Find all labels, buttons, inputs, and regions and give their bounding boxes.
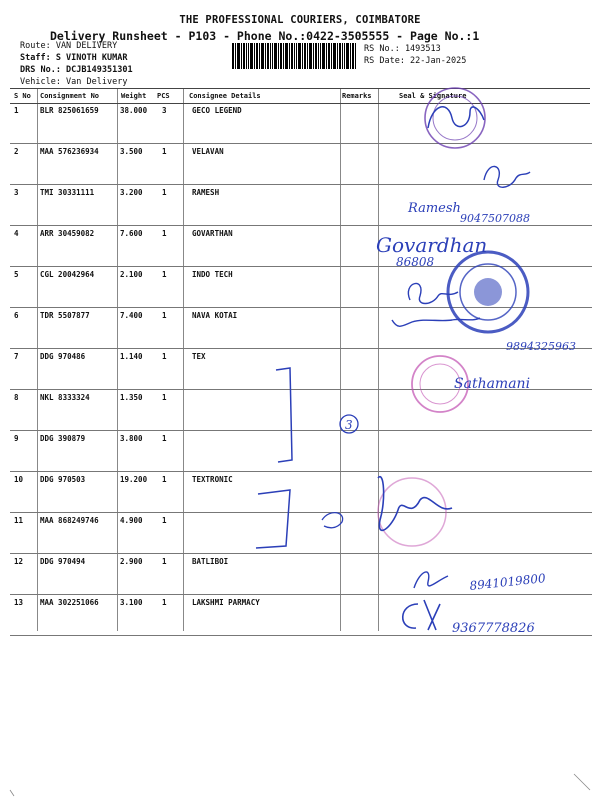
cell-consignee: LAKSHMI PARMACY [192, 598, 260, 607]
cell-sno: 6 [14, 311, 19, 320]
pink-stamp-2 [378, 478, 446, 546]
cell-sno: 10 [14, 475, 24, 484]
signature-row10 [378, 477, 452, 531]
handwritten-name-ramesh: Ramesh [408, 201, 461, 216]
cell-pcs: 3 [162, 106, 167, 115]
cell-sno: 8 [14, 393, 19, 402]
cell-consignment: CGL 20042964 [40, 270, 95, 279]
cell-weight: 7.400 [120, 311, 143, 320]
handwritten-phone-4: 8941019800 [468, 571, 547, 593]
cell-consignee: INDO TECH [192, 270, 233, 279]
cell-pcs: 1 [162, 598, 167, 607]
cell-consignee: GOVARTHAN [192, 229, 233, 238]
cell-weight: 3.100 [120, 598, 143, 607]
cell-sno: 12 [14, 557, 24, 566]
route: Route: VAN DELIVERY [20, 41, 118, 51]
vehicle: Vehicle: Van Delivery [20, 77, 128, 87]
company-name: THE PROFESSIONAL COURIERS, COIMBATORE [179, 14, 421, 26]
cell-sno: 1 [14, 106, 19, 115]
handwritten-phone-2: 86808 [396, 255, 435, 269]
col-seal: Seal & Signature [399, 92, 467, 100]
cell-consignee: TEXTRONIC [192, 475, 233, 484]
cell-consignment: BLR 825061659 [40, 106, 99, 115]
cell-weight: 1.350 [120, 393, 143, 402]
cell-consignee: VELAVAN [192, 147, 224, 156]
cell-consignee: TEX [192, 352, 206, 361]
cell-consignment: ARR 30459082 [40, 229, 95, 238]
cell-pcs: 1 [162, 188, 167, 197]
cell-pcs: 1 [162, 434, 167, 443]
handwritten-phone-1: 9047507088 [460, 212, 530, 225]
col-sno: S No [14, 92, 31, 100]
cell-consignment: DDG 970503 [40, 475, 86, 484]
cell-weight: 2.900 [120, 557, 143, 566]
cell-consignee: RAMESH [192, 188, 220, 197]
cell-sno: 11 [14, 516, 24, 525]
cell-weight: 3.200 [120, 188, 143, 197]
cell-consignee: GECO LEGEND [192, 106, 242, 115]
cell-consignee: NAVA KOTAI [192, 311, 238, 320]
bracket-rows10-11 [256, 490, 290, 548]
col-weight: Weight [121, 92, 147, 100]
signature-row12 [414, 572, 448, 588]
signature-row13 [403, 600, 440, 630]
cell-weight: 3.800 [120, 434, 143, 443]
company-stamp [425, 88, 485, 148]
runsheet-title: Delivery Runsheet - P103 - Phone No.:0422-3505555 - Page No.:1 [50, 29, 480, 43]
cell-pcs: 1 [162, 311, 167, 320]
handwritten-name-sathamani: Sathamani [454, 376, 531, 392]
col-remarks: Remarks [342, 92, 372, 100]
cell-consignment: MAA 576236934 [40, 147, 99, 156]
cell-weight: 1.140 [120, 352, 143, 361]
cell-consignment: TDR 5507877 [40, 311, 90, 320]
handwritten-name-govardhan: Govardhan [376, 233, 488, 257]
cell-sno: 13 [14, 598, 24, 607]
cell-pcs: 1 [162, 557, 167, 566]
cell-consignment: DDG 390879 [40, 434, 86, 443]
cell-pcs: 1 [162, 516, 167, 525]
cell-sno: 3 [14, 188, 19, 197]
rs-date: RS Date: 22-Jan-2025 [364, 56, 467, 66]
staff: Staff: S VINOTH KUMAR [20, 53, 128, 63]
drs-number: DRS No.: DCJB149351301 [20, 65, 133, 75]
signature-row3 [484, 166, 530, 187]
rs-number: RS No.: 1493513 [364, 44, 441, 54]
cell-sno: 7 [14, 352, 19, 361]
col-consignee: Consignee Details [189, 92, 261, 100]
cell-weight: 4.900 [120, 516, 143, 525]
circled-number: 3 [345, 418, 353, 432]
cell-pcs: 1 [162, 147, 167, 156]
mark-row11 [322, 513, 343, 528]
cell-sno: 9 [14, 434, 19, 443]
cell-consignment: MAA 302251066 [40, 598, 99, 607]
cell-sno: 5 [14, 270, 19, 279]
cell-pcs: 1 [162, 270, 167, 279]
cell-consignment: TMI 30331111 [40, 188, 95, 197]
page-corner-mark [574, 774, 590, 790]
col-pcs: PCS [157, 92, 170, 100]
cell-consignment: MAA 868249746 [40, 516, 99, 525]
cell-pcs: 1 [162, 393, 167, 402]
cell-pcs: 1 [162, 352, 167, 361]
cell-consignment: DDG 970494 [40, 557, 86, 566]
col-consignment: Consignment No [40, 92, 100, 100]
cell-sno: 4 [14, 229, 19, 238]
cell-weight: 3.500 [120, 147, 143, 156]
handwritten-phone-3: 9894325963 [506, 340, 576, 353]
cell-weight: 7.600 [120, 229, 143, 238]
cell-pcs: 1 [162, 475, 167, 484]
cell-sno: 2 [14, 147, 19, 156]
cell-weight: 2.100 [120, 270, 143, 279]
cell-pcs: 1 [162, 229, 167, 238]
cell-weight: 19.200 [120, 475, 148, 484]
signature-row5 [408, 284, 458, 304]
handwritten-phone-5: 9367778826 [452, 621, 535, 636]
bracket-rows7-9 [276, 368, 292, 462]
cell-consignee: BATLIBOI [192, 557, 229, 566]
cell-consignment: NKL 8333324 [40, 393, 90, 402]
page-corner-mark [10, 790, 14, 796]
cell-consignment: DDG 970486 [40, 352, 86, 361]
cell-weight: 38.000 [120, 106, 148, 115]
